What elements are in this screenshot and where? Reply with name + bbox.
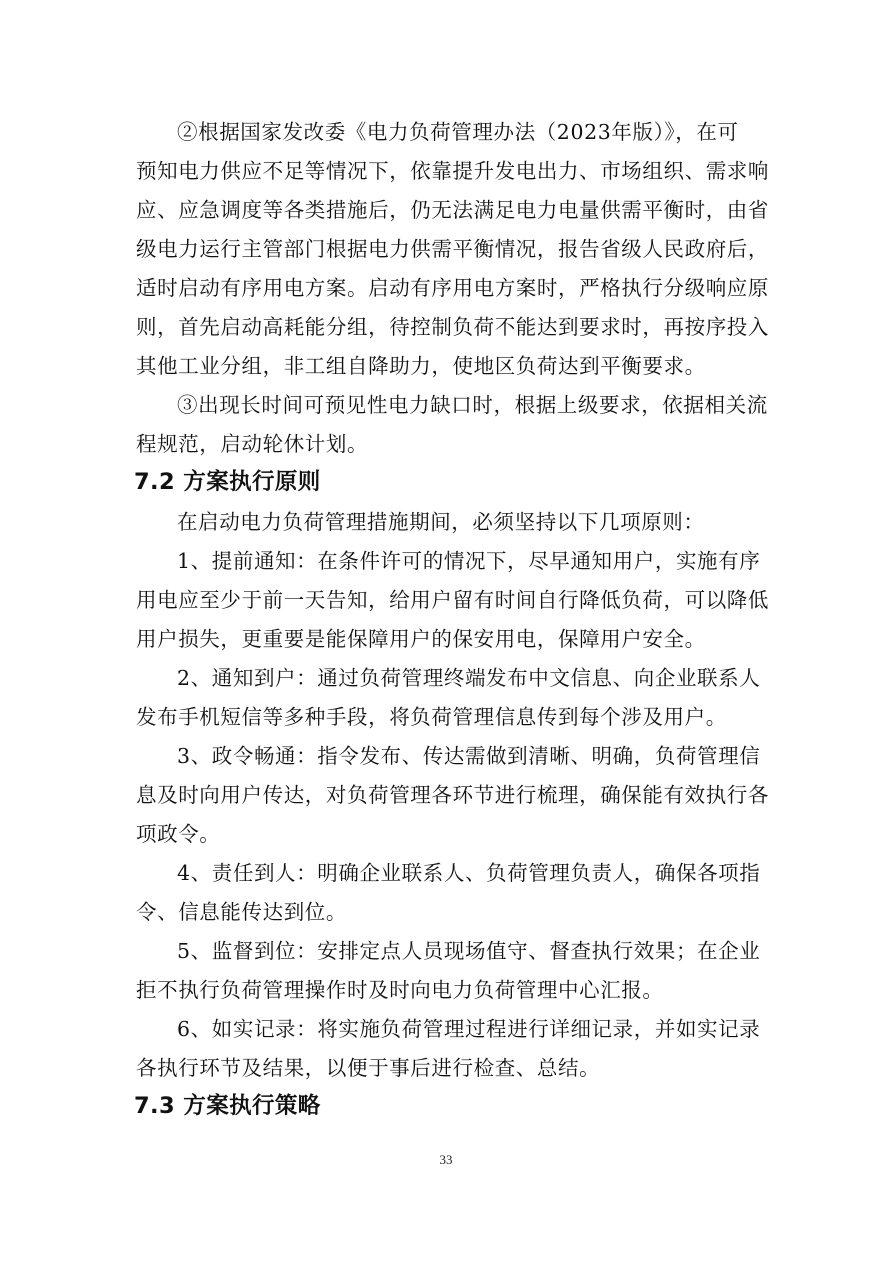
text-line: ②根据国家发改委《电力负荷管理办法（2023年版）》，在可 [177,120,739,144]
text-line: 用户损失，更重要是能保障用户的保安用电，保障用户安全。 [136,627,706,651]
page-number: 33 [439,1152,453,1167]
text-line: 适时启动有序用电方案。启动有序用电方案时，严格执行分级响应原 [136,276,769,300]
text-line: 则，首先启动高耗能分组，待控制负荷不能达到要求时，再按序投入 [136,315,769,339]
text-line: 6、如实记录：将实施负荷管理过程进行详细记录，并如实记录 [177,1017,761,1041]
text-line: 其他工业分组，非工组自降助力，使地区负荷达到平衡要求。 [136,354,706,378]
text-line: 项政令。 [136,822,221,846]
text-line: ③出现长时间可预见性电力缺口时，根据上级要求，依据相关流 [177,393,768,417]
text-line: 应、应急调度等各类措施后，仍无法满足电力电量供需平衡时，由省 [136,198,769,222]
text-line: 5、监督到位：安排定点人员现场值守、督查执行效果；在企业 [177,939,761,963]
text-line: 2、通知到户：通过负荷管理终端发布中文信息、向企业联系人 [177,666,761,690]
section-heading-7-2: 7.2 方案执行原则 [134,469,321,495]
text-line: 预知电力供应不足等情况下，依靠提升发电出力、市场组织、需求响 [136,159,769,183]
text-line: 3、政令畅通：指令发布、传达需做到清晰、明确，负荷管理信 [177,744,761,768]
text-line: 息及时向用户传达，对负荷管理各环节进行梳理，确保能有效执行各 [136,783,769,807]
text-line: 用电应至少于前一天告知，给用户留有时间自行降低负荷，可以降低 [136,588,769,612]
section-intro: 在启动电力负荷管理措施期间，必须坚持以下几项原则： [177,510,705,534]
text-line: 级电力运行主管部门根据电力供需平衡情况，报告省级人民政府后， [136,237,769,261]
text-line: 发布手机短信等多种手段，将负荷管理信息传到每个涉及用户。 [136,705,727,729]
text-line: 程规范，启动轮休计划。 [136,432,369,456]
text-line: 4、责任到人：明确企业联系人、负荷管理负责人，确保各项指 [177,861,761,885]
text-line: 令、信息能传达到位。 [136,900,347,924]
text-line: 1、提前通知：在条件许可的情况下，尽早通知用户，实施有序 [177,549,761,573]
text-line: 拒不执行负荷管理操作时及时向电力负荷管理中心汇报。 [136,978,664,1002]
text-line: 各执行环节及结果，以便于事后进行检查、总结。 [136,1056,601,1080]
section-heading-7-3: 7.3 方案执行策略 [134,1093,321,1119]
